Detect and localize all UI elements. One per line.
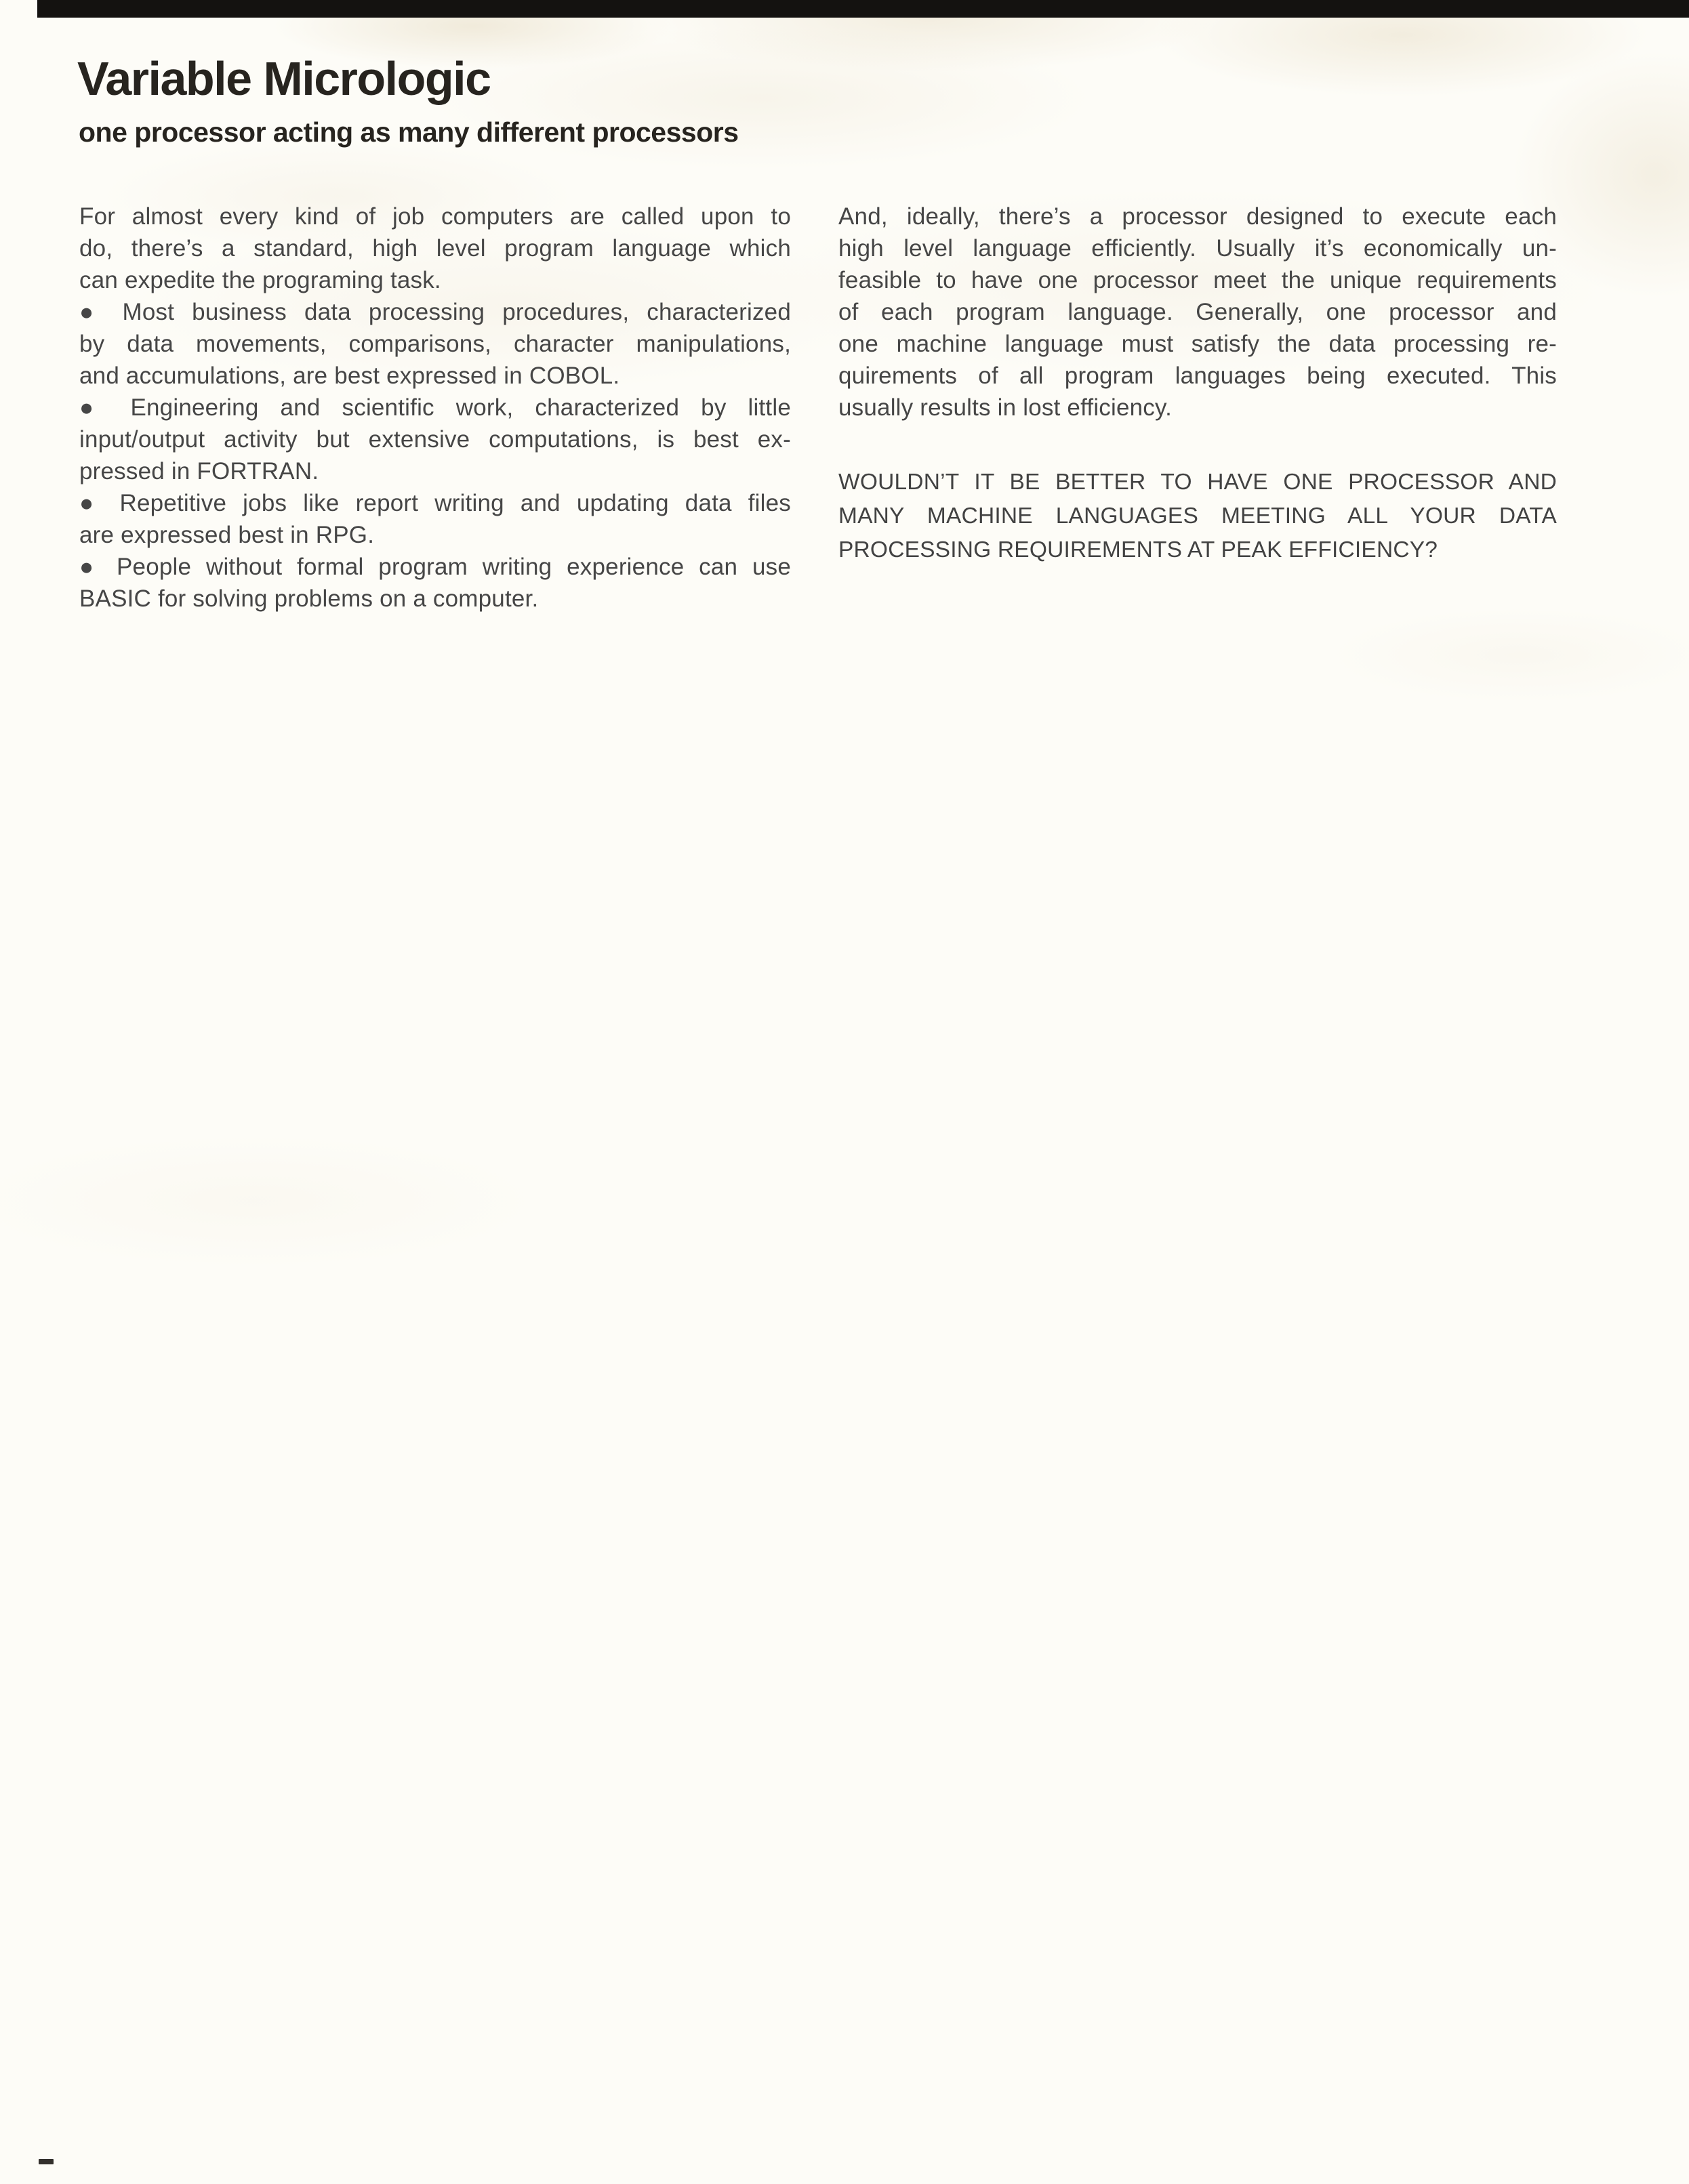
text-line: pressed in FORTRAN. <box>79 458 319 485</box>
text-line: PROCESSING REQUIREMENTS AT PEAK EFFICIENCY? <box>838 537 1438 562</box>
text-line: are expressed best in RPG. <box>79 522 375 548</box>
text-line: MANY MACHINE LANGUAGES MEETING ALL YOUR DATA <box>838 503 1557 529</box>
text-line: And, ideally, there’s a processor designed to execute each <box>838 203 1557 230</box>
top-edge-bar <box>37 0 1689 18</box>
paragraph <box>79 392 791 487</box>
paragraph <box>79 487 791 551</box>
text-line: one machine language must satisfy the data processing re- <box>838 331 1557 357</box>
paragraph <box>79 551 791 615</box>
text-line: input/output activity but extensive computations, is best ex- <box>79 426 791 453</box>
page-title: Variable Micrologic <box>77 52 491 105</box>
left-text-column <box>79 201 791 615</box>
text-line: do, there’s a standard, high level program language which <box>79 235 791 262</box>
paragraph <box>79 201 791 296</box>
scan-artifact-mark <box>39 2159 54 2164</box>
right-text-column <box>838 201 1557 567</box>
page-subtitle: one processor acting as many different processors <box>79 117 739 148</box>
text-line: usually results in lost efficiency. <box>838 394 1173 421</box>
text-line: of each program language. Generally, one processor and <box>838 299 1557 325</box>
text-line: can expedite the programing task. <box>79 267 441 293</box>
paragraph <box>838 466 1557 567</box>
text-line: ● People without formal program writing experience can use <box>79 554 791 580</box>
paragraph <box>838 201 1557 424</box>
text-line: For almost every kind of job computers are called upon to <box>79 203 791 230</box>
text-line: WOULDN’T IT BE BETTER TO HAVE ONE PROCESSOR AND <box>838 470 1557 495</box>
paragraph <box>79 296 791 392</box>
text-line: BASIC for solving problems on a computer. <box>79 585 539 612</box>
text-line: feasible to have one processor meet the unique requirements <box>838 267 1557 293</box>
text-line: ● Engineering and scientific work, characterized by little <box>79 394 791 421</box>
text-line: by data movements, comparisons, character manipulations, <box>79 331 791 357</box>
text-line: ● Most business data processing procedures, characterized <box>79 299 791 325</box>
text-line: quirements of all program languages being executed. This <box>838 363 1557 389</box>
text-line: ● Repetitive jobs like report writing and updating data files <box>79 490 791 516</box>
text-line: and accumulations, are best expressed in COBOL. <box>79 363 620 389</box>
text-line: high level language efficiently. Usually it’s economically un- <box>838 235 1557 262</box>
